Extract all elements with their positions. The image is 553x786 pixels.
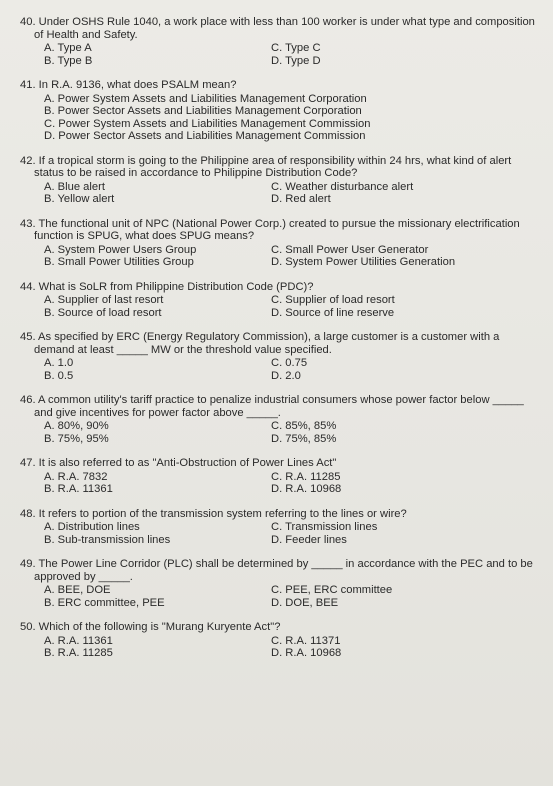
answer-options	[20, 420, 535, 445]
question-49	[20, 558, 535, 609]
answer-options	[20, 42, 535, 67]
question-stem: 43. The functional unit of NPC (National Power Corp.) created to pursue the missionary electrification function is SPUG, what does SPUG means?	[20, 217, 520, 242]
option-d: D. R.A. 10968	[271, 483, 342, 495]
question-42	[20, 155, 535, 206]
question-stem: 44. What is SoLR from Philippine Distribution Code (PDC)?	[20, 280, 314, 293]
option-a: A. System Power Users Group	[44, 243, 197, 256]
option-a: A. R.A. 11361	[44, 634, 113, 647]
answer-options	[20, 635, 535, 660]
option-d: D. R.A. 10968	[271, 647, 342, 659]
option-b: B. Type B	[44, 54, 93, 67]
question-stem: 47. It is also referred to as "Anti-Obstruction of Power Lines Act"	[20, 457, 337, 469]
option-b: B. R.A. 11361	[44, 483, 113, 495]
question-stem: 45. As specified by ERC (Energy Regulatory Commission), a large customer is a customer with a demand at least _____ MW or the threshold value specified.	[20, 331, 500, 356]
question-stem: 46. A common utility's tariff practice to penalize industrial consumers whose power factor below _____ and give incentives for power factor above _____.	[20, 394, 524, 419]
question-stem: 50. Which of the following is "Murang Kuryente Act"?	[20, 621, 281, 633]
option-d: D. Power Sector Assets and Liabilities Management Commission	[44, 130, 366, 142]
option-a: A. Supplier of last resort	[44, 294, 164, 306]
answer-options	[20, 521, 535, 546]
option-c: C. Type C	[271, 42, 321, 54]
option-c: C. R.A. 11285	[271, 470, 341, 483]
option-d: D. DOE, BEE	[271, 596, 339, 609]
question-46	[20, 394, 535, 445]
option-d: D. Type D	[271, 54, 321, 67]
question-40	[20, 16, 535, 67]
option-b: B. ERC committee, PEE	[44, 596, 165, 609]
option-d: D. 75%, 85%	[271, 432, 337, 445]
option-a: A. Blue alert	[44, 180, 105, 193]
question-stem: 40. Under OSHS Rule 1040, a work place with less than 100 worker is under what type and composition of Health and Safety.	[20, 16, 535, 41]
option-a: A. 80%, 90%	[44, 420, 109, 432]
question-45	[20, 331, 535, 382]
answer-options	[20, 93, 535, 143]
question-48	[20, 508, 535, 547]
question-50	[20, 621, 535, 660]
option-b: B. Yellow alert	[44, 193, 115, 205]
option-b: B. 75%, 95%	[44, 432, 109, 445]
option-c: C. Power System Assets and Liabilities Management Commission	[44, 117, 371, 130]
option-d: D. 2.0	[271, 369, 301, 382]
answer-options	[20, 584, 535, 609]
option-a: A. Power System Assets and Liabilities Management Corporation	[44, 92, 367, 105]
question-44	[20, 281, 535, 320]
answer-options	[20, 357, 535, 382]
option-d: D. Feeder lines	[271, 533, 347, 546]
option-b: B. R.A. 11285	[44, 647, 113, 659]
answer-options	[20, 471, 535, 496]
option-c: C. Small Power User Generator	[271, 243, 429, 256]
question-stem: 41. In R.A. 9136, what does PSALM mean?	[20, 79, 237, 91]
question-stem: 42. If a tropical storm is going to the Philippine area of responsibility within 24 hrs, what kind of alert status to be raised in accordance to Philippine Distribution Code?	[20, 154, 512, 179]
option-b: B. 0.5	[44, 369, 74, 382]
answer-options	[20, 294, 535, 319]
answer-options	[20, 181, 535, 206]
option-c: C. 0.75	[271, 357, 308, 369]
question-stem: 48. It refers to portion of the transmission system referring to the lines or wire?	[20, 507, 407, 520]
question-47	[20, 457, 535, 496]
answer-options	[20, 244, 535, 269]
option-c: C. R.A. 11371	[271, 634, 341, 647]
option-b: B. Power Sector Assets and Liabilities Management Corporation	[44, 105, 362, 117]
option-a: A. Distribution lines	[44, 521, 140, 533]
option-a: A. BEE, DOE	[44, 584, 111, 596]
option-a: A. 1.0	[44, 357, 74, 369]
question-41	[20, 79, 535, 143]
option-d: D. Source of line reserve	[271, 306, 395, 319]
option-b: B. Sub-transmission lines	[44, 533, 171, 546]
option-c: C. PEE, ERC committee	[271, 584, 393, 596]
option-c: C. Supplier of load resort	[271, 294, 395, 306]
option-b: B. Small Power Utilities Group	[44, 256, 194, 268]
option-a: A. Type A	[44, 42, 92, 54]
option-c: C. 85%, 85%	[271, 420, 337, 432]
option-a: A. R.A. 7832	[44, 470, 108, 483]
option-d: D. System Power Utilities Generation	[271, 256, 456, 268]
option-c: C. Weather disturbance alert	[271, 180, 414, 193]
question-43	[20, 218, 535, 269]
option-d: D. Red alert	[271, 193, 331, 205]
option-c: C. Transmission lines	[271, 521, 378, 533]
question-stem: 49. The Power Line Corridor (PLC) shall be determined by _____ in accordance with the PEC and to be approved by _____.	[20, 558, 533, 583]
option-b: B. Source of load resort	[44, 306, 162, 319]
